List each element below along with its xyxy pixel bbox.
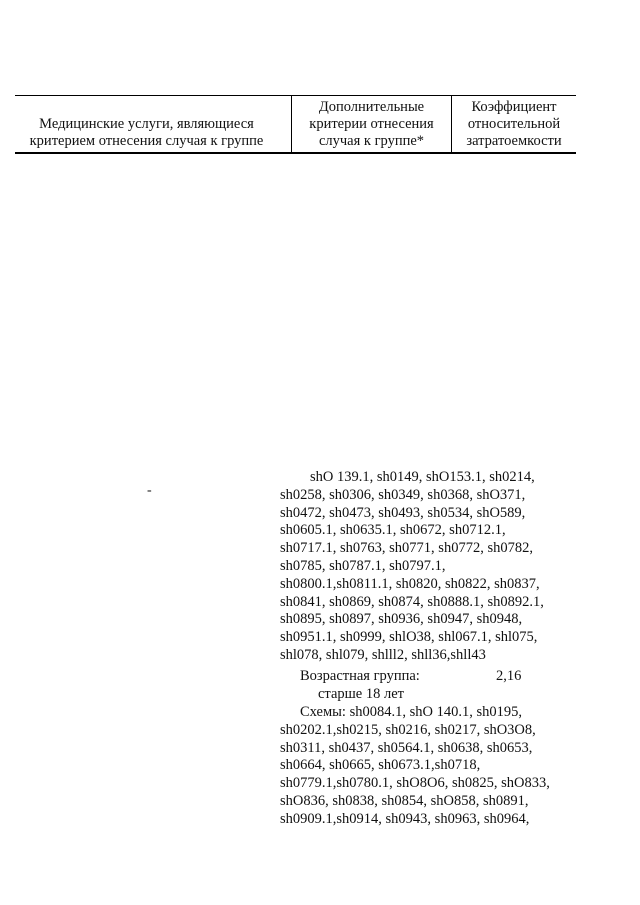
codes-line: sh0605.1, sh0635.1, sh0672, sh0712.1, [280,522,506,539]
header-additional-criteria-text: Дополнительные критерии отнесения случая к группе* [309,99,434,149]
header-medical-services-text: Медицинские услуги, являющиеся критерием отнесения случая к группе [29,116,264,149]
codes-line: sh0472, sh0473, sh0493, sh0534, shO589, [280,504,526,521]
codes-line: sh0202.1,sh0215, sh0216, sh0217, shO3O8, [280,721,536,738]
services-cell-dash: - [147,483,152,498]
codes-line: shl078, shl079, shlll2, shll36,shll43 [280,646,486,663]
age-group-label: Возрастная группа: [300,668,420,684]
codes-line: sh0311, sh0437, sh0564.1, sh0638, sh0653, [280,739,533,756]
header-cost-coefficient-text: Коэффициент относительной затратоемкости [466,99,562,149]
codes-line: sh0258, sh0306, sh0349, sh0368, shO371, [280,486,526,503]
header-additional-criteria [291,96,451,152]
codes-line: Схемы: sh0084.1, shO 140.1, sh0195, [300,704,522,720]
codes-line: sh0800.1,sh0811.1, sh0820, sh0822, sh0837, [280,575,540,592]
codes-line: sh0841, sh0869, sh0874, sh0888.1, sh0892.1, [280,593,544,610]
codes-block-1 [280,469,580,665]
codes-line: sh0895, sh0897, sh0936, sh0947, sh0948, [280,611,523,628]
header-medical-services [15,96,278,152]
codes-line: sh0785, sh0787.1, sh0797.1, [280,557,446,574]
codes-line: shO 139.1, sh0149, shO153.1, sh0214, [310,469,535,485]
codes-line: sh0951.1, sh0999, shlO38, shl067.1, shl075, [280,629,538,646]
codes-line: sh0779.1,sh0780.1, shO8O6, sh0825, shO833, [280,775,550,792]
codes-line: sh0664, sh0665, sh0673.1,sh0718, [280,757,481,774]
codes-line: shO836, sh0838, sh0854, shO858, sh0891, [280,792,529,809]
age-group-value: старше 18 лет [318,686,404,702]
table-header [15,95,576,154]
age-group-row [280,668,580,686]
cost-coefficient-value: 2,16 [496,668,522,684]
codes-block-2 [280,704,580,829]
codes-line: sh0717.1, sh0763, sh0771, sh0772, sh0782, [280,540,533,557]
codes-line: sh0909.1,sh0914, sh0943, sh0963, sh0964, [280,810,530,827]
header-cost-coefficient [451,96,576,152]
